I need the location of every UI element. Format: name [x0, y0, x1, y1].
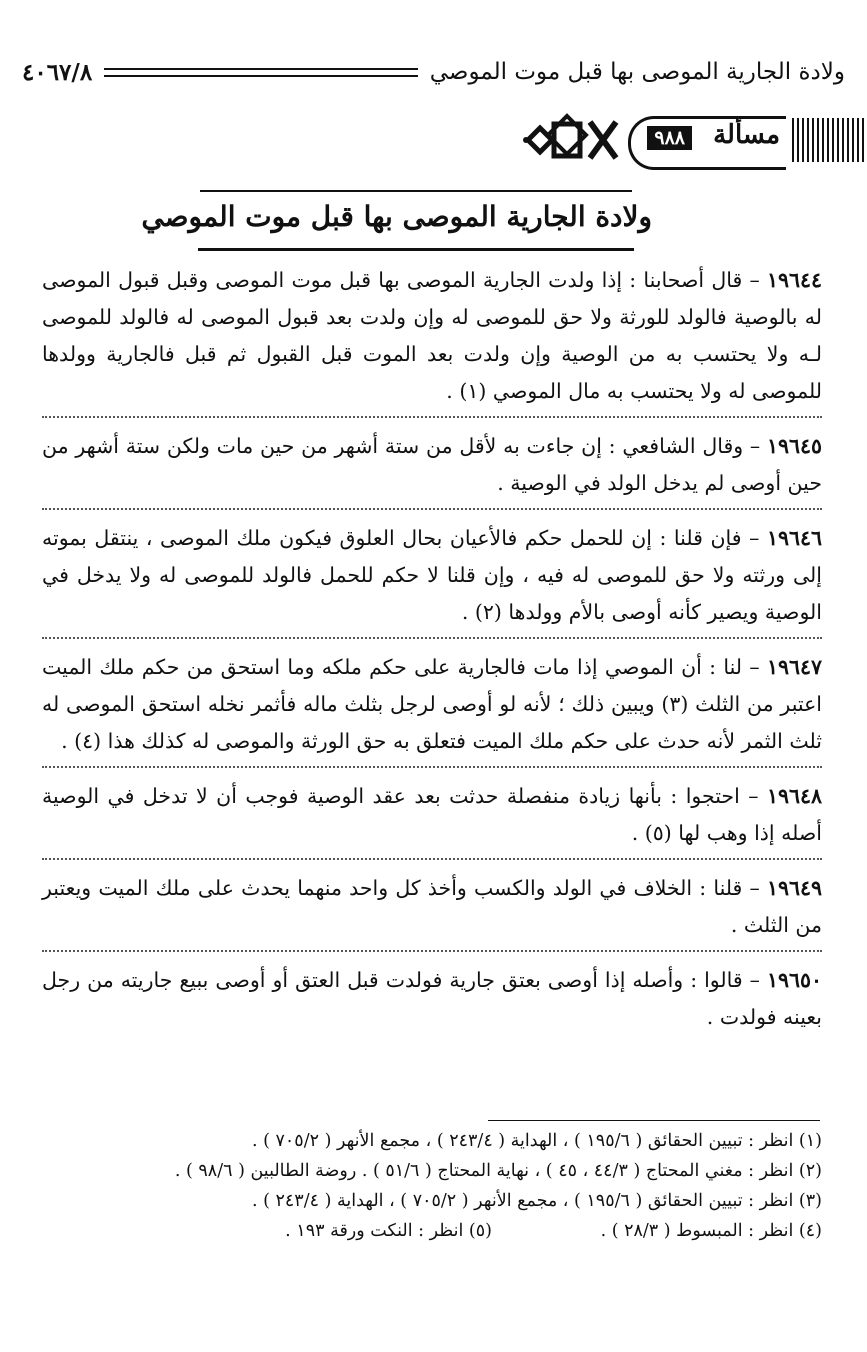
- footnote: (٤) انظر : المبسوط ( ٢٨/٣ ) .: [600, 1221, 822, 1241]
- paragraph-separator: [42, 416, 822, 418]
- paragraph-text: – قالوا : وأصله إذا أوصى بعتق جارية فولدت قبل العتق أو أوصى ببيع جاريته من رجل بعينه فولدت .: [42, 968, 822, 1029]
- paragraph-number: ١٩٦٤٤: [766, 268, 822, 292]
- footnote-row: [42, 1216, 822, 1246]
- paragraph: [42, 649, 822, 760]
- footnote: (٢) انظر : مغني المحتاج ( ٤٤/٣ ، ٤٥ ) ، نهاية المحتاج ( ٥١/٦ ) . روضة الطالبين ( ٩٨/٦ ) .: [174, 1161, 822, 1181]
- paragraph: [42, 262, 822, 410]
- paragraph-separator: [42, 637, 822, 639]
- footnote: (٣) انظر : تبيين الحقائق ( ١٩٥/٦ ) ، مجمع الأنهر ( ٧٠٥/٢ ) ، الهداية ( ٢٤٣/٤ ) .: [251, 1191, 822, 1211]
- footnote-rule: [488, 1120, 820, 1121]
- paragraph-text: – لنا : أن الموصي إذا مات فالجارية على حكم ملكه وما استحق من حكم ملك الميت اعتبر من الثلث (٣) ويبين ذلك ؛ لأنه لو أوصى لرجل بثلث ماله فأثمر نخله استحق الموصى له ثلث الثمر لأنه حدث على حكم ملك الميت فتعلق به حق الورثة والموصى له كذلك هذا (٤) .: [42, 655, 822, 753]
- footnote: (١) انظر : تبيين الحقائق ( ١٩٥/٦ ) ، الهداية ( ٢٤٣/٤ ) ، مجمع الأنهر ( ٧٠٥/٢ ) .: [251, 1131, 822, 1151]
- paragraph-text: – قلنا : الخلاف في الولد والكسب وأخذ كل واحد منهما يحدث على ملك الميت ويعتبر من الثلث .: [42, 876, 822, 937]
- paragraph: [42, 870, 822, 944]
- paragraph-separator: [42, 858, 822, 860]
- paragraph: [42, 428, 822, 502]
- section-title: ولادة الجارية الموصى بها قبل موت الموصي: [141, 200, 652, 233]
- banner-stripes: [792, 118, 864, 162]
- paragraph: [42, 962, 822, 1036]
- paragraph-number: ١٩٦٤٦: [766, 526, 822, 550]
- footnotes: [42, 1126, 822, 1246]
- paragraph-text: – وقال الشافعي : إن جاءت به لأقل من ستة أشهر من حين مات ولكن ستة أشهر من حين أوصى لم يدخل الولد في الوصية .: [42, 434, 822, 495]
- banner-frame: [628, 116, 786, 170]
- masala-number: ٩٨٨: [647, 126, 692, 150]
- paragraph-text: – قال أصحابنا : إذا ولدت الجارية الموصى بها قبل موت الموصى وقبل قبول الموصى له بالوصية فالولد للورثة ولا حق للموصى له وإن ولدت بعد قبول الموصى له فالولد للموصى لـه ولا يحتسب به من الوصية وإن ولدت بعد الموت قبل القبول ثم قبل فالجارية وولدها للموصى له ولا يحتسب به مال الموصي (١) .: [42, 268, 822, 403]
- title-top-rule: [200, 190, 632, 192]
- running-header: [22, 52, 845, 92]
- banner-label: مسألة: [713, 120, 780, 150]
- paragraph-separator: [42, 508, 822, 510]
- running-header-title: ولادة الجارية الموصى بها قبل موت الموصي: [429, 59, 845, 85]
- paragraph: [42, 778, 822, 852]
- ornament-icon: [520, 112, 630, 168]
- paragraph-number: ١٩٦٤٩: [766, 876, 822, 900]
- paragraph-number: ١٩٦٥٠: [766, 968, 822, 992]
- running-header-rule: [104, 68, 418, 77]
- page-reference: ٤٠٦٧/٨: [22, 58, 93, 86]
- paragraph-text: – فإن قلنا : إن للحمل حكم فالأعيان بحال العلوق فيكون ملك الموصى ، ينتقل بموته إلى ورثته ولا حق للموصى له فيه ، وإن قلنا لا حكم للحمل فالولد للموصى له ولا يدخل في الوصية ويصير كأنه أوصى بالأم وولدها (٢) .: [42, 526, 822, 624]
- paragraph-separator: [42, 950, 822, 952]
- paragraph-text: – احتجوا : بأنها زيادة منفصلة حدثت بعد عقد الوصية فوجب أن لا تدخل في الوصية أصله إذا وهب لها (٥) .: [42, 784, 822, 845]
- paragraph-number: ١٩٦٤٨: [766, 784, 822, 808]
- footnote: (٥) انظر : النكت ورقة ١٩٣ .: [285, 1221, 492, 1241]
- masala-banner: [520, 112, 866, 168]
- paragraph-number: ١٩٦٤٧: [766, 655, 822, 679]
- body-text: [42, 262, 822, 1042]
- title-underline: [198, 248, 634, 251]
- paragraph-number: ١٩٦٤٥: [766, 434, 822, 458]
- paragraph-separator: [42, 766, 822, 768]
- paragraph: [42, 520, 822, 631]
